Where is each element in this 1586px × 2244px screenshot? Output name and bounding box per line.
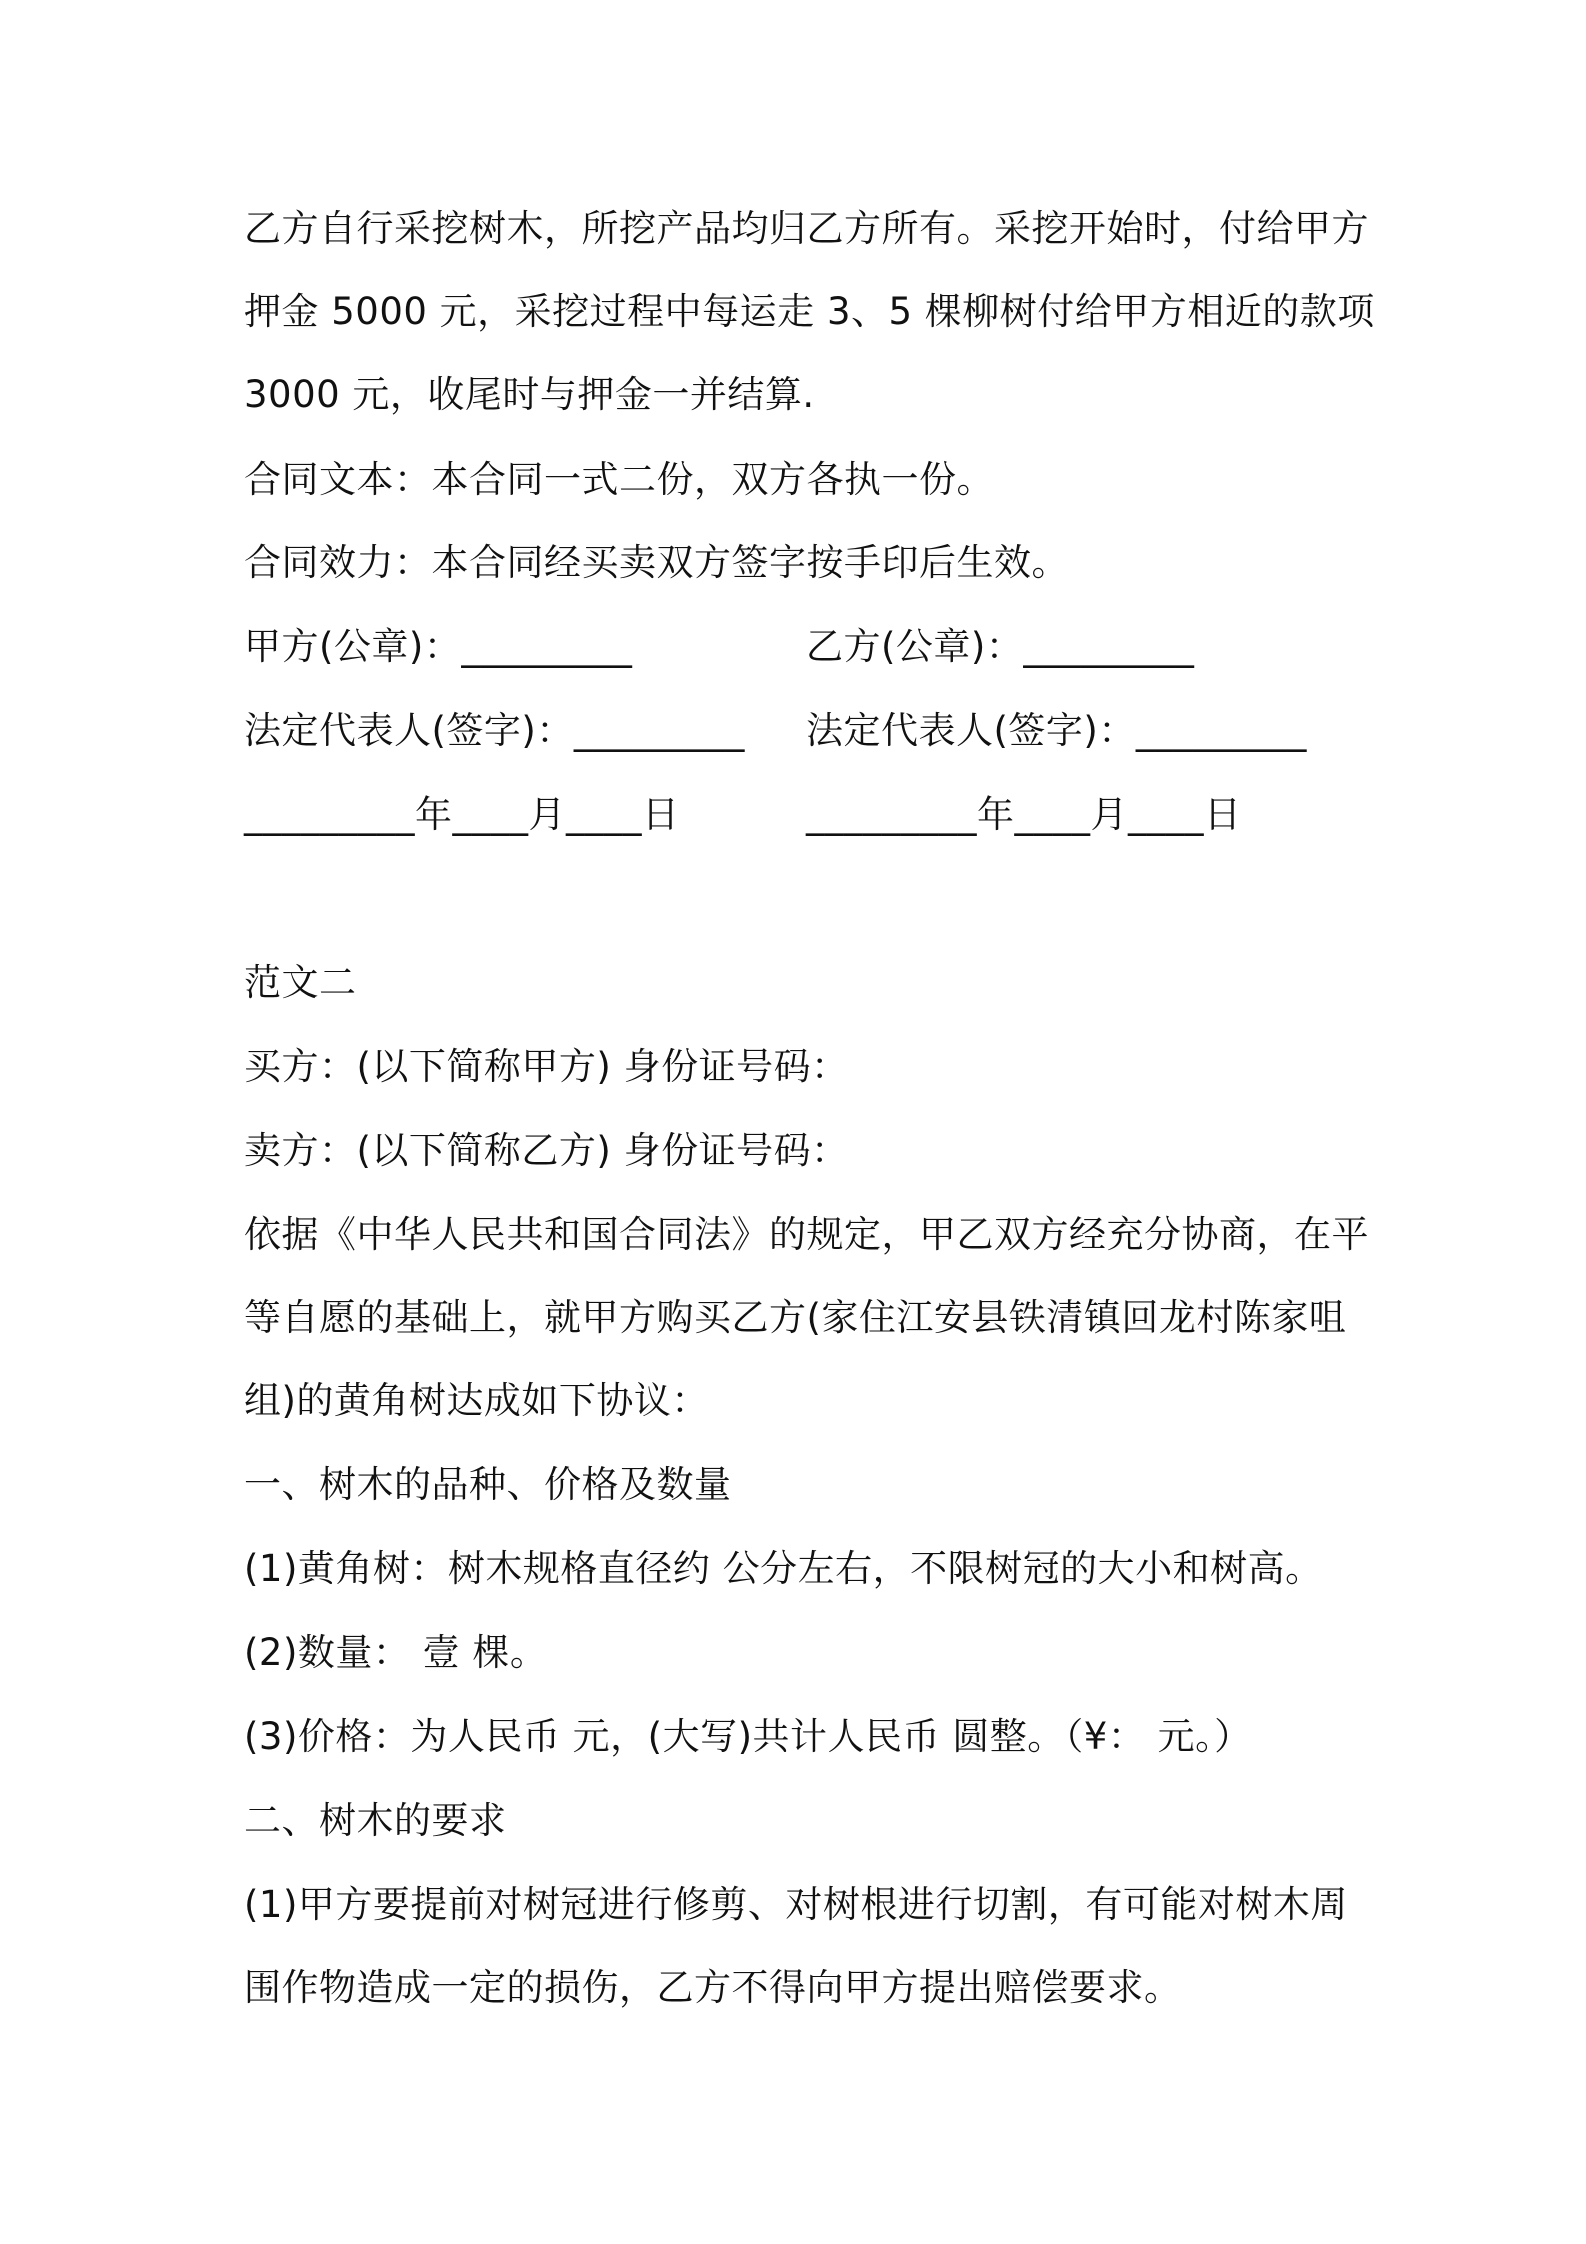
preamble-line-2: 等自愿的基础上，就甲方购买乙方(家住江安县铁清镇回龙村陈家咀 (244, 1296, 1347, 1339)
intro-line-1: 乙方自行采挖树木，所挖产品均归乙方所有。采挖开始时，付给甲方 (244, 207, 1369, 250)
seller-line: 卖方：(以下简称乙方) 身份证号码： (244, 1129, 849, 1172)
party-b-rep-line: 法定代表人(签字)：_________ (806, 709, 1307, 752)
article-2-line-1: (1)甲方要提前对树冠进行修剪、对树根进行切割，有可能对树木周 (244, 1883, 1348, 1926)
preamble-line-1: 依据《中华人民共和国合同法》的规定，甲乙双方经充分协商，在平 (244, 1213, 1369, 1256)
article-2-title: 二、树木的要求 (244, 1799, 507, 1842)
article-2-line-2: 围作物造成一定的损伤，乙方不得向甲方提出赔偿要求。 (244, 1966, 1182, 2009)
party-a-rep-line: 法定代表人(签字)：_________ (244, 709, 745, 752)
contract-copies-clause: 合同文本：本合同一式二份，双方各执一份。 (244, 458, 994, 501)
intro-line-3: 3000 元，收尾时与押金一并结算. (244, 373, 815, 416)
article-1-title: 一、树木的品种、价格及数量 (244, 1463, 732, 1506)
article-1-item-3: (3)价格：为人民币 元，(大写)共计人民币 圆整。（¥： 元。） (244, 1715, 1252, 1758)
party-a-seal-line: 甲方(公章)：_________ (244, 625, 633, 668)
party-b-date-line: _________年____月____日 (806, 793, 1242, 836)
party-b-seal-line: 乙方(公章)：_________ (806, 625, 1195, 668)
buyer-line: 买方：(以下简称甲方) 身份证号码： (244, 1045, 849, 1088)
article-1-item-2: (2)数量： 壹 棵。 (244, 1631, 548, 1674)
section-title: 范文二 (244, 961, 357, 1004)
contract-effect-clause: 合同效力：本合同经买卖双方签字按手印后生效。 (244, 541, 1069, 584)
party-a-date-line: _________年____月____日 (244, 793, 680, 836)
article-1-item-1: (1)黄角树：树木规格直径约 公分左右，不限树冠的大小和树高。 (244, 1547, 1323, 1590)
intro-line-2: 押金 5000 元，采挖过程中每运走 3、5 棵柳树付给甲方相近的款项 (244, 290, 1375, 333)
preamble-line-3: 组)的黄角树达成如下协议： (244, 1379, 709, 1422)
